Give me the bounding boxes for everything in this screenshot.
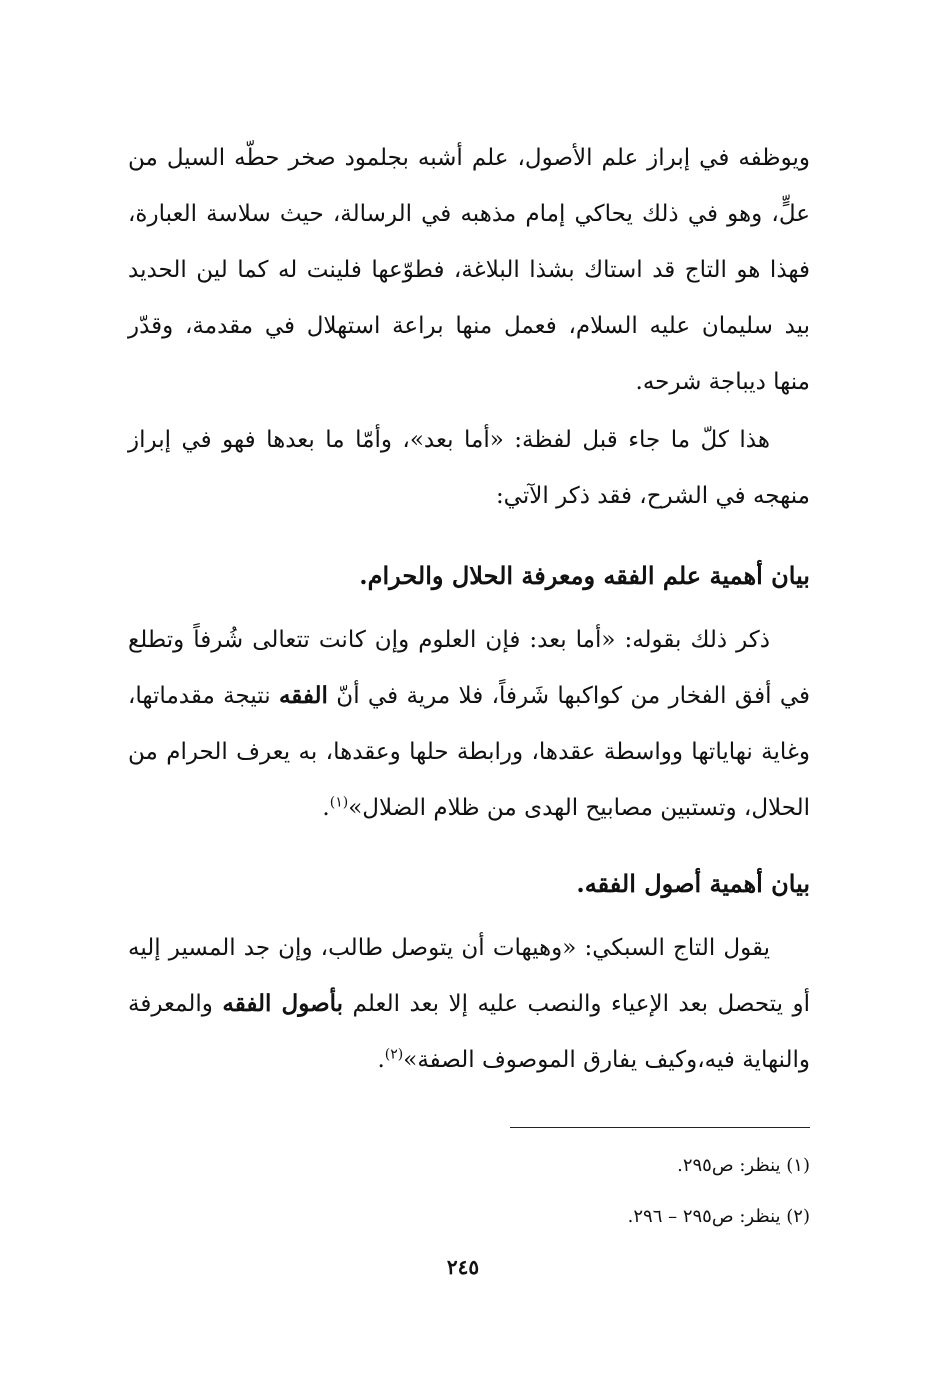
paragraph-3-text-b: نتيجة مقدماتها، وغاية نهاياتها وواسطة عقدها، ورابطة حلها وعقدها، به يعرف الحرام من الحلال، وتستبين مصابيح الهدى من ظلام الضلال» xyxy=(128,683,810,821)
paragraph-4 xyxy=(128,920,810,1088)
paragraph-4-text-a: يقول التاج السبكي: «وهيهات أن يتوصل طالب، وإن جد المسير إليه أو يتحصل بعد الإعياء والنصب عليه إلا بعد العلم xyxy=(128,935,810,1017)
footnote-divider xyxy=(510,1127,810,1128)
section-heading-usul xyxy=(128,856,810,912)
paragraph-1-text: ويوظفه في إبراز علم الأصول، علم أشبه بجلمود صخر حطّه السيل من علٍّ، وهو في ذلك يحاكي إمام مذهبه في الرسالة، حيث سلاسة العبارة، فهذا هو التاج قد استاك بشذا البلاغة، فطوّعها فلينت له كما لين الحديد بيد سليمان عليه السلام، فعمل منها براعة استهلال في مقدمة، وقدّر منها ديباجة شرحه. xyxy=(128,145,810,395)
paragraph-2 xyxy=(128,412,810,524)
paragraph-4-text-b: والمعرفة والنهاية فيه،وكيف يفارق الموصوف الصفة» xyxy=(128,991,810,1073)
footnote-2: (٢) ينظر: ص٢٩٥ – ٢٩٦. xyxy=(627,1206,810,1227)
section-heading-fiqh xyxy=(128,548,810,604)
footnote-ref-2: (٢) xyxy=(384,1046,404,1063)
paragraph-3-end: . xyxy=(322,795,330,821)
paragraph-3-text-a: ذكر ذلك بقوله: «أما بعد: فإن العلوم وإن كانت تتعالى شُرفاً وتطلع في أفق الفخار من كواكبها شَرفاً، فلا مرية في أنّ xyxy=(128,627,810,709)
footnote-ref-1: (١) xyxy=(329,794,349,811)
paragraph-3 xyxy=(128,612,810,836)
paragraph-4-bold-term: بأصول الفقه xyxy=(222,990,344,1017)
footnote-1: (١) ينظر: ص٢٩٥. xyxy=(677,1155,810,1176)
section-heading-usul-text: بيان أهمية أصول الفقه. xyxy=(576,869,810,898)
page-number: ٢٤٥ xyxy=(446,1255,480,1279)
section-heading-fiqh-text: بيان أهمية علم الفقه ومعرفة الحلال والحرام. xyxy=(359,561,810,590)
paragraph-2-text: هذا كلّ ما جاء قبل لفظة: «أما بعد»، وأمّا ما بعدها فهو في إبراز منهجه في الشرح، فقد ذكر الآتي: xyxy=(128,427,810,509)
paragraph-1 xyxy=(128,130,810,410)
paragraph-4-end: . xyxy=(377,1047,385,1073)
paragraph-3-bold-term: الفقه xyxy=(278,682,328,709)
